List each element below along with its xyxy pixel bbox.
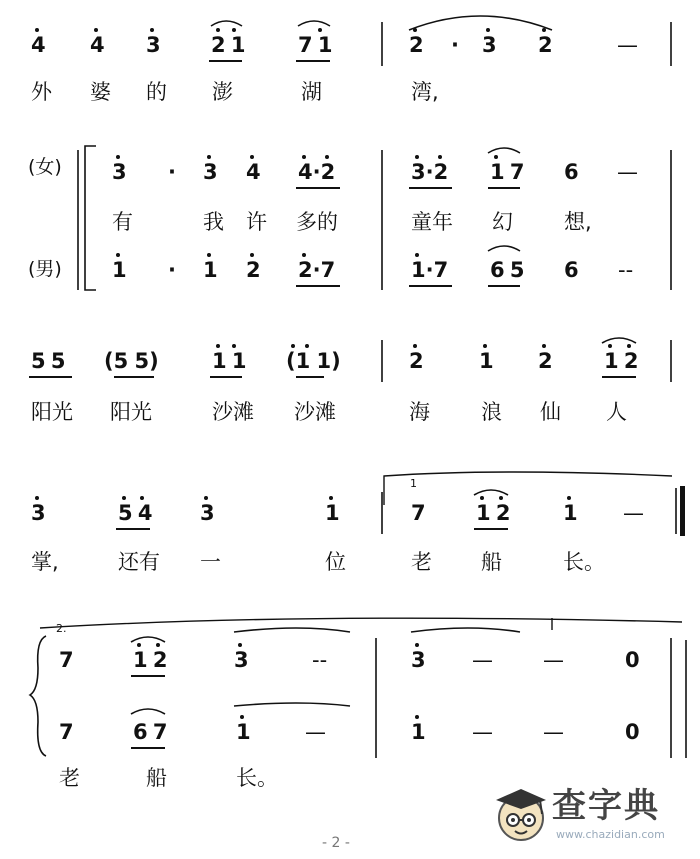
lyric: 童年 bbox=[411, 210, 453, 234]
note: 1 bbox=[479, 349, 494, 373]
note: 1 bbox=[411, 720, 426, 744]
note: 3 bbox=[31, 501, 46, 525]
volta-number: 1 bbox=[410, 477, 417, 490]
note: -- bbox=[618, 258, 634, 282]
note: 6 7 bbox=[133, 720, 168, 744]
note: 6 bbox=[564, 160, 579, 184]
lyric: 的 bbox=[146, 80, 167, 104]
note: 2 bbox=[409, 33, 424, 57]
note: · bbox=[451, 33, 459, 57]
lyric: 一 bbox=[200, 550, 221, 574]
note: — bbox=[472, 720, 493, 744]
lyric: 阳光 bbox=[110, 400, 152, 424]
lyric: 想, bbox=[564, 210, 592, 234]
note: 3 bbox=[203, 160, 218, 184]
note: — bbox=[617, 33, 638, 57]
note: 1 bbox=[236, 720, 251, 744]
note: — bbox=[617, 160, 638, 184]
note: 4 bbox=[90, 33, 105, 57]
note: 3 bbox=[200, 501, 215, 525]
lyric: 长。 bbox=[236, 766, 278, 790]
note: 2 1 bbox=[211, 33, 246, 57]
logo-text: 查字典 bbox=[552, 786, 660, 826]
lyric: 掌, bbox=[31, 550, 59, 574]
note: 1 bbox=[112, 258, 127, 282]
voice-label-male: (男) bbox=[28, 258, 62, 280]
note: 0 bbox=[625, 648, 640, 672]
mascot-icon bbox=[490, 780, 552, 846]
lyric: 外 bbox=[31, 80, 52, 104]
note: 1 2 bbox=[476, 501, 511, 525]
note: 3 bbox=[411, 648, 426, 672]
note: 1 bbox=[563, 501, 578, 525]
note: 1 bbox=[203, 258, 218, 282]
note: · bbox=[168, 160, 176, 184]
note: 5 4 bbox=[118, 501, 153, 525]
lyric: 澎 bbox=[212, 80, 233, 104]
lyric: 位 bbox=[325, 550, 346, 574]
note: — bbox=[472, 648, 493, 672]
lyric: 还有 bbox=[118, 550, 160, 574]
page-number: - 2 - bbox=[322, 835, 350, 851]
lyric: 阳光 bbox=[31, 400, 73, 424]
note: 6 bbox=[564, 258, 579, 282]
lyric: 沙滩 bbox=[212, 400, 254, 424]
lyric: 幻 bbox=[492, 210, 513, 234]
note: — bbox=[305, 720, 326, 744]
note: — bbox=[543, 720, 564, 744]
voice-label-female: (女) bbox=[28, 156, 62, 178]
note: (5 5) bbox=[104, 349, 159, 373]
lyric: 有 bbox=[112, 210, 133, 234]
lyric: 老 bbox=[59, 766, 80, 790]
note: 3 bbox=[112, 160, 127, 184]
lyric: 婆 bbox=[90, 80, 111, 104]
note: 7 bbox=[59, 720, 74, 744]
note: 7 bbox=[59, 648, 74, 672]
note: 7 1 bbox=[298, 33, 333, 57]
note: 4 bbox=[246, 160, 261, 184]
note: 5 5 bbox=[31, 349, 66, 373]
note: 4 bbox=[31, 33, 46, 57]
note: 2 bbox=[409, 349, 424, 373]
lyric: 人 bbox=[606, 400, 627, 424]
note: 6 5 bbox=[490, 258, 525, 282]
lyric: 湖 bbox=[301, 80, 322, 104]
note: 1 2 bbox=[604, 349, 639, 373]
lyric: 我 bbox=[203, 210, 224, 234]
note: 7 bbox=[411, 501, 426, 525]
lyric: 老 bbox=[411, 550, 432, 574]
lyric: 船 bbox=[146, 766, 167, 790]
note: -- bbox=[312, 648, 328, 672]
note: · bbox=[168, 258, 176, 282]
note: (1 1) bbox=[286, 349, 341, 373]
lyric: 浪 bbox=[481, 400, 502, 424]
note: 1·7 bbox=[411, 258, 449, 282]
note: — bbox=[623, 501, 644, 525]
lyric: 长。 bbox=[563, 550, 605, 574]
note: 4·2 bbox=[298, 160, 336, 184]
note: 1 1 bbox=[212, 349, 247, 373]
lyric: 船 bbox=[481, 550, 502, 574]
logo-url: www.chazidian.com bbox=[556, 828, 665, 841]
note: 3 bbox=[234, 648, 249, 672]
lyric: 许 bbox=[246, 210, 267, 234]
note: 3 bbox=[482, 33, 497, 57]
final-barline bbox=[676, 486, 686, 758]
note: — bbox=[543, 648, 564, 672]
note: 1 2 bbox=[133, 648, 168, 672]
lyric: 仙 bbox=[540, 400, 561, 424]
note: 3 bbox=[146, 33, 161, 57]
octave-dots bbox=[35, 28, 634, 719]
note: 3·2 bbox=[411, 160, 449, 184]
note: 2 bbox=[538, 349, 553, 373]
note: 2·7 bbox=[298, 258, 336, 282]
note: 1 7 bbox=[490, 160, 525, 184]
lyric: 多的 bbox=[296, 210, 338, 234]
volta-number: 2. bbox=[56, 622, 67, 635]
lyric: 沙滩 bbox=[294, 400, 336, 424]
note: 2 bbox=[538, 33, 553, 57]
lyric: 海 bbox=[409, 400, 430, 424]
lyric: 湾, bbox=[411, 80, 439, 104]
note: 0 bbox=[625, 720, 640, 744]
note: 1 bbox=[325, 501, 340, 525]
slurs bbox=[131, 16, 636, 714]
note: 2 bbox=[246, 258, 261, 282]
